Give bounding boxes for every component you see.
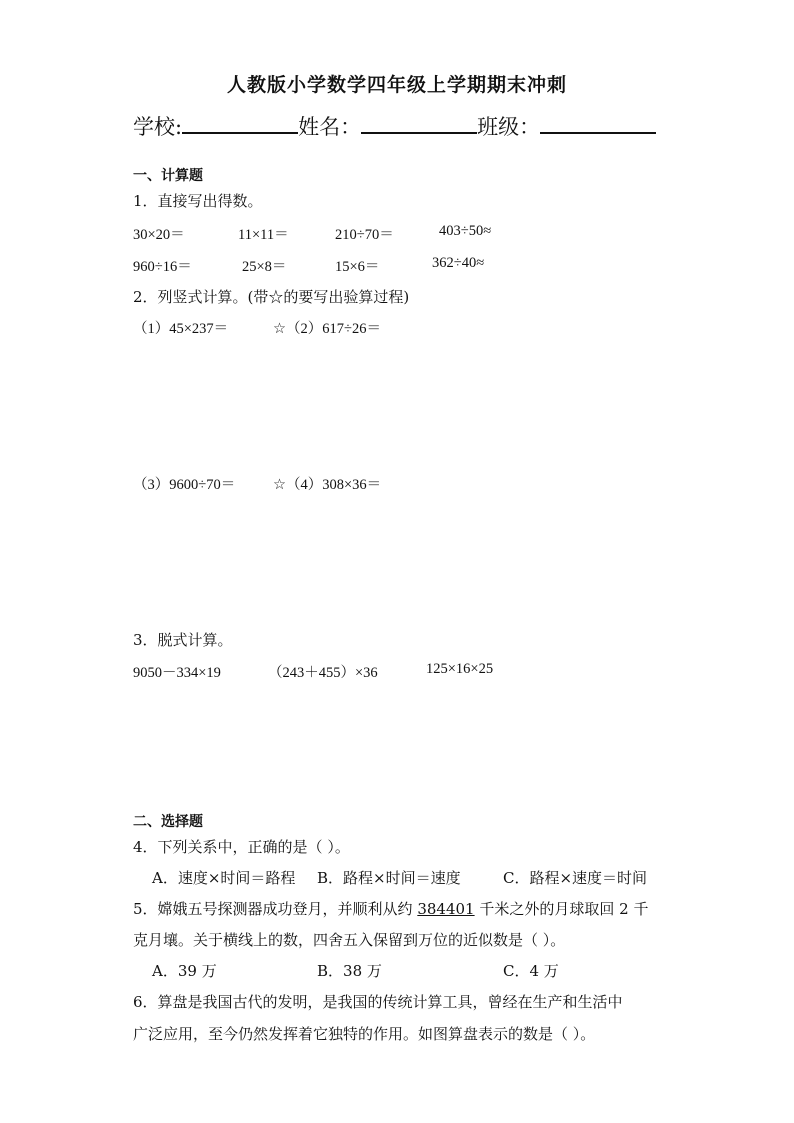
question-3-text: 3．脱式计算。 (133, 631, 233, 649)
q1-item: 960÷16＝ (133, 259, 192, 275)
q3-item: （243＋455）×36 (268, 665, 378, 681)
q2-item: ☆（4）308×36＝ (273, 477, 382, 493)
q1-item: 362÷40≈ (432, 255, 485, 271)
q5-underlined-number: 384401 (417, 900, 475, 918)
q3-item: 125×16×25 (426, 661, 494, 677)
section-heading-calculation: 一、计算题 (133, 168, 203, 184)
q1-item: 30×20＝ (133, 227, 185, 243)
q4-option-c[interactable]: C．路程×速度＝时间 (503, 869, 648, 887)
class-blank[interactable] (540, 112, 656, 134)
name-blank[interactable] (361, 112, 477, 134)
question-6-line-2: 广泛应用，至今仍然发挥着它独特的作用。如图算盘表示的数是（ ）。 (133, 1025, 596, 1043)
q5-option-b[interactable]: B．38 万 (317, 962, 382, 980)
school-blank[interactable] (182, 112, 298, 134)
page-title: 人教版小学数学四年级上学期期末冲刺 (226, 74, 567, 96)
q2-item: （3）9600÷70＝ (133, 477, 236, 493)
name-label: 姓名： (298, 115, 362, 139)
q1-item: 403÷50≈ (439, 223, 492, 239)
q3-item: 9050－334×19 (133, 665, 221, 681)
question-4-text: 4．下列关系中，正确的是（ ）。 (133, 838, 350, 856)
q1-item: 25×8＝ (242, 259, 287, 275)
q5-text-post: 千米之外的月球取回 2 千 (474, 900, 649, 918)
section-heading-choice: 二、选择题 (133, 814, 203, 830)
question-6-line-1: 6．算盘是我国古代的发明，是我国的传统计算工具，曾经在生产和生活中 (133, 993, 623, 1011)
q4-option-b[interactable]: B．路程×时间＝速度 (317, 869, 461, 887)
q5-option-a[interactable]: A．39 万 (152, 962, 217, 980)
question-2-text: 2．列竖式计算。(带☆的要写出验算过程) (133, 288, 410, 306)
q1-item: 11×11＝ (238, 227, 289, 243)
q2-item: ☆（2）617÷26＝ (273, 321, 381, 337)
question-5-line-1 (133, 898, 648, 919)
class-label: 班级： (477, 115, 541, 139)
question-1-text: 1．直接写出得数。 (133, 192, 263, 210)
q4-option-a[interactable]: A．速度×时间＝路程 (152, 869, 296, 887)
q5-option-c[interactable]: C．4 万 (503, 962, 559, 980)
q1-item: 210÷70＝ (335, 227, 394, 243)
q1-item: 15×6＝ (335, 259, 380, 275)
q2-item: （1）45×237＝ (133, 321, 229, 337)
q5-text-pre: 5．嫦娥五号探测器成功登月，并顺利从约 (133, 900, 418, 918)
school-label: 学校: (133, 115, 183, 139)
question-5-line-2: 克月壤。关于横线上的数，四舍五入保留到万位的近似数是（ ）。 (133, 931, 566, 949)
student-info-line (133, 111, 656, 141)
